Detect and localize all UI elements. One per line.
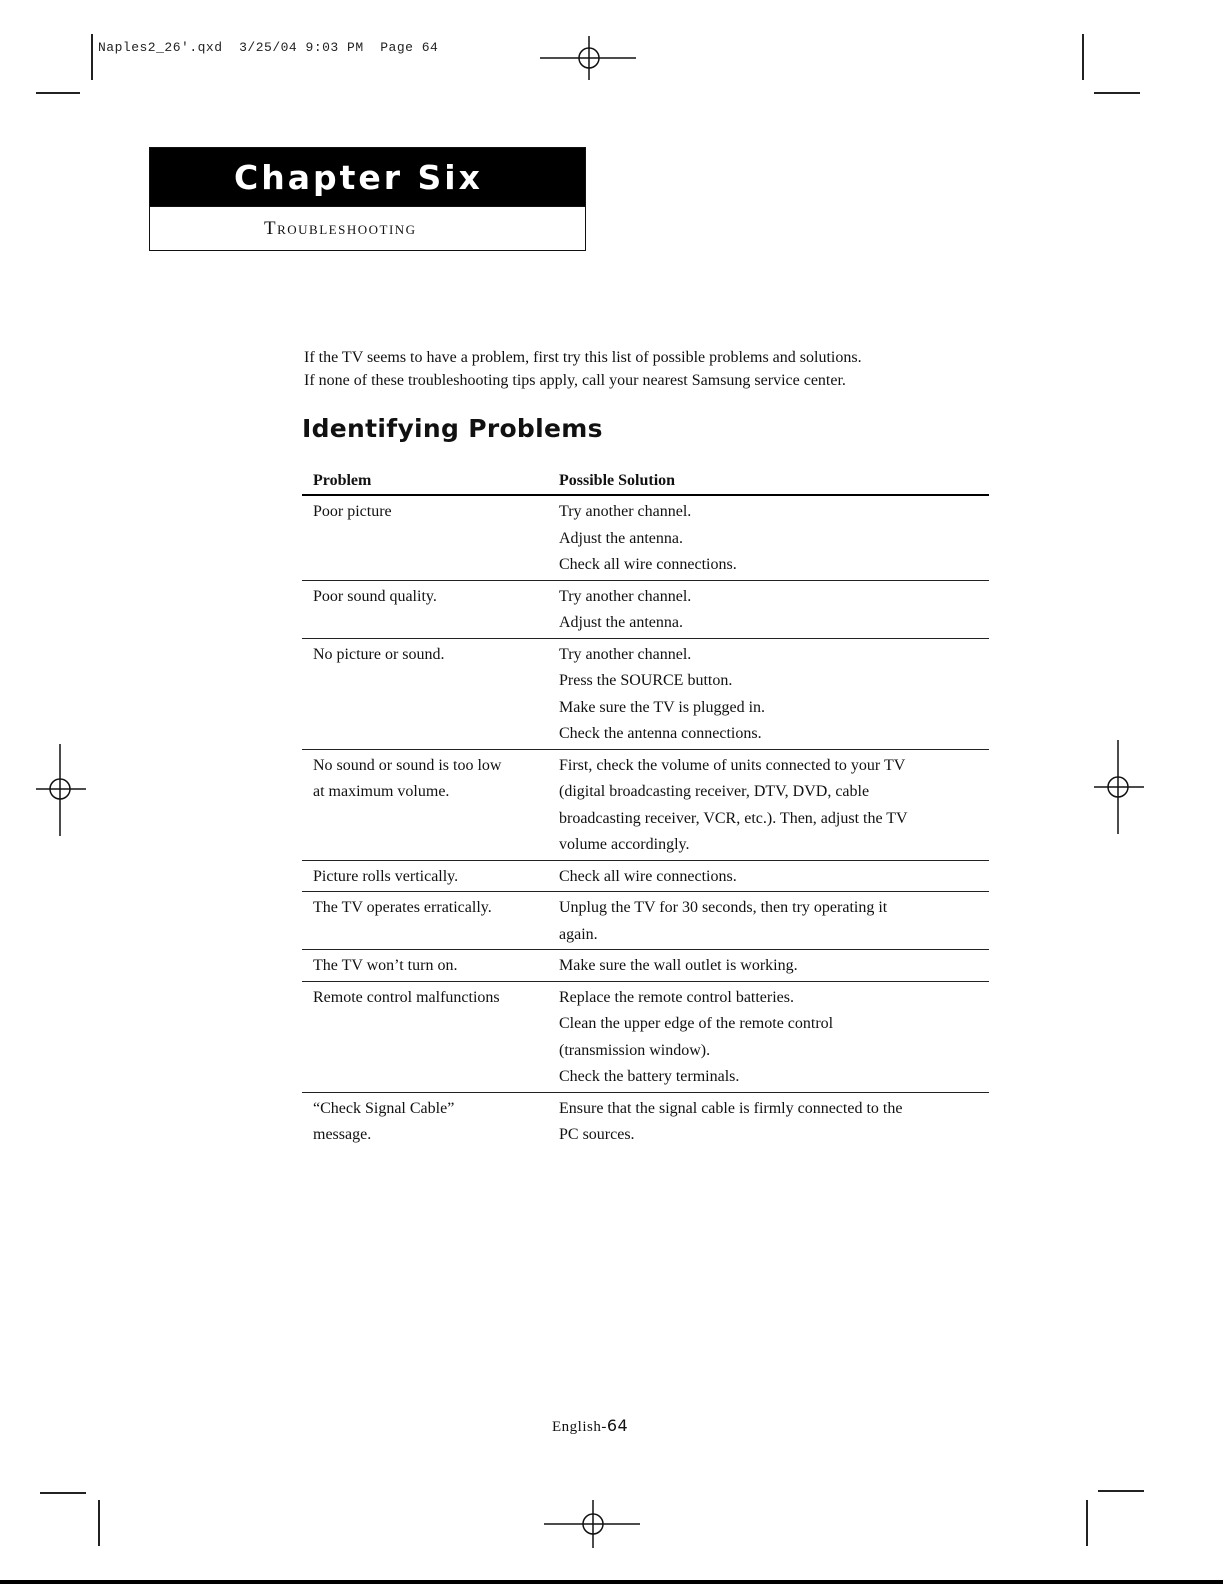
table-row: [302, 950, 989, 982]
solution-cell: [553, 860, 989, 892]
solution-text: Clean the upper edge of the remote control: [559, 1015, 834, 1032]
solution-text: Try another channel.: [559, 645, 692, 663]
table-row: [302, 638, 989, 749]
problem-text: at maximum volume.: [313, 783, 450, 800]
table-row: [302, 495, 989, 580]
solution-cell: [553, 638, 989, 749]
page-footer: [552, 1416, 628, 1436]
print-slug: Naples2_26'.qxd 3/25/04 9:03 PM Page 64: [98, 40, 439, 55]
problem-text: No sound or sound is too low: [313, 756, 502, 774]
solution-text: Make sure the wall outlet is working.: [559, 957, 798, 974]
crop-mark-bottom-right-v: [1086, 1500, 1088, 1546]
problem-cell: [302, 749, 553, 860]
table-row: [302, 892, 989, 950]
header-solution: Possible Solution: [553, 468, 989, 495]
table-row: [302, 580, 989, 638]
solution-text: Try another channel.: [559, 587, 692, 605]
solution-cell: [553, 1092, 989, 1150]
registration-mark-bottom-icon: [544, 1500, 640, 1548]
registration-mark-left-icon: [36, 744, 86, 836]
problem-cell: [302, 580, 553, 638]
problem-text: The TV won’t turn on.: [313, 957, 458, 974]
crop-mark-bottom-left-h: [40, 1492, 86, 1494]
solution-text: Unplug the TV for 30 seconds, then try operating it: [559, 899, 888, 916]
table-row: [302, 860, 989, 892]
troubleshooting-table: [302, 468, 989, 1150]
solution-text: Check the antenna connections.: [559, 725, 762, 742]
problem-cell: [302, 1092, 553, 1150]
solution-cell: [553, 950, 989, 982]
solution-text: Try another channel.: [559, 503, 692, 520]
solution-text: First, check the volume of units connected to your TV: [559, 756, 906, 774]
intro-paragraph: [304, 346, 1004, 392]
solution-text: Check the battery terminals.: [559, 1068, 740, 1085]
solution-text: PC sources.: [559, 1126, 635, 1143]
problem-cell: [302, 495, 553, 580]
crop-mark-top-left-h: [36, 92, 80, 94]
problem-cell: [302, 892, 553, 950]
problem-text: The TV operates erratically.: [313, 899, 492, 916]
solution-text: Adjust the antenna.: [559, 529, 683, 547]
solution-text: Adjust the antenna.: [559, 614, 683, 631]
crop-mark-top-right-h: [1094, 92, 1140, 94]
chapter-title: Chapter Six: [150, 148, 585, 206]
problem-cell: [302, 950, 553, 982]
header-problem: Problem: [302, 468, 553, 495]
solution-text: again.: [559, 925, 598, 943]
table-row: [302, 1092, 989, 1150]
bottom-edge-rule: [0, 1580, 1223, 1584]
table-header-row: [302, 468, 989, 495]
solution-text: Ensure that the signal cable is firmly connected to the: [559, 1099, 903, 1117]
problem-cell: [302, 860, 553, 892]
solution-text: Make sure the TV is plugged in.: [559, 698, 766, 716]
problem-text: Remote control malfunctions: [313, 988, 500, 1006]
registration-mark-right-icon: [1094, 740, 1144, 834]
problem-text: Poor picture: [313, 503, 392, 520]
solution-text: Check all wire connections.: [559, 867, 737, 885]
table-row: [302, 749, 989, 860]
chapter-subtitle: Troubleshooting: [150, 206, 585, 251]
crop-mark-bottom-left-v: [98, 1500, 100, 1546]
problem-text: Poor sound quality.: [313, 587, 437, 605]
intro-line-2: If none of these troubleshooting tips apply, call your nearest Samsung service center.: [304, 372, 846, 389]
solution-text: Check all wire connections.: [559, 556, 737, 573]
solution-text: Replace the remote control batteries.: [559, 988, 795, 1006]
solution-cell: [553, 495, 989, 580]
solution-text: broadcasting receiver, VCR, etc.). Then, adjust the TV: [559, 809, 908, 827]
crop-mark-top-left-v: [91, 34, 93, 80]
problem-cell: [302, 638, 553, 749]
footer-language: English-: [552, 1419, 607, 1435]
crop-mark-top-right-v: [1082, 34, 1084, 80]
table-body: [302, 495, 989, 1150]
solution-text: volume accordingly.: [559, 836, 690, 853]
table-row: [302, 981, 989, 1092]
crop-mark-bottom-right-h: [1098, 1490, 1144, 1492]
section-heading: Identifying Problems: [302, 414, 603, 443]
solution-cell: [553, 580, 989, 638]
intro-line-1: If the TV seems to have a problem, first try this list of possible problems and solutions.: [304, 349, 862, 366]
solution-text: (transmission window).: [559, 1041, 711, 1059]
problem-text: “Check Signal Cable”: [313, 1099, 455, 1117]
registration-mark-top-icon: [540, 36, 636, 80]
problem-cell: [302, 981, 553, 1092]
solution-cell: [553, 749, 989, 860]
problem-text: Picture rolls vertically.: [313, 867, 459, 885]
solution-text: (digital broadcasting receiver, DTV, DVD, cable: [559, 783, 870, 800]
problem-text: message.: [313, 1126, 372, 1143]
solution-cell: [553, 981, 989, 1092]
chapter-header: [149, 147, 586, 251]
solution-text: Press the SOURCE button.: [559, 672, 733, 689]
problem-text: No picture or sound.: [313, 645, 445, 663]
solution-cell: [553, 892, 989, 950]
page-number: 64: [606, 1416, 629, 1435]
